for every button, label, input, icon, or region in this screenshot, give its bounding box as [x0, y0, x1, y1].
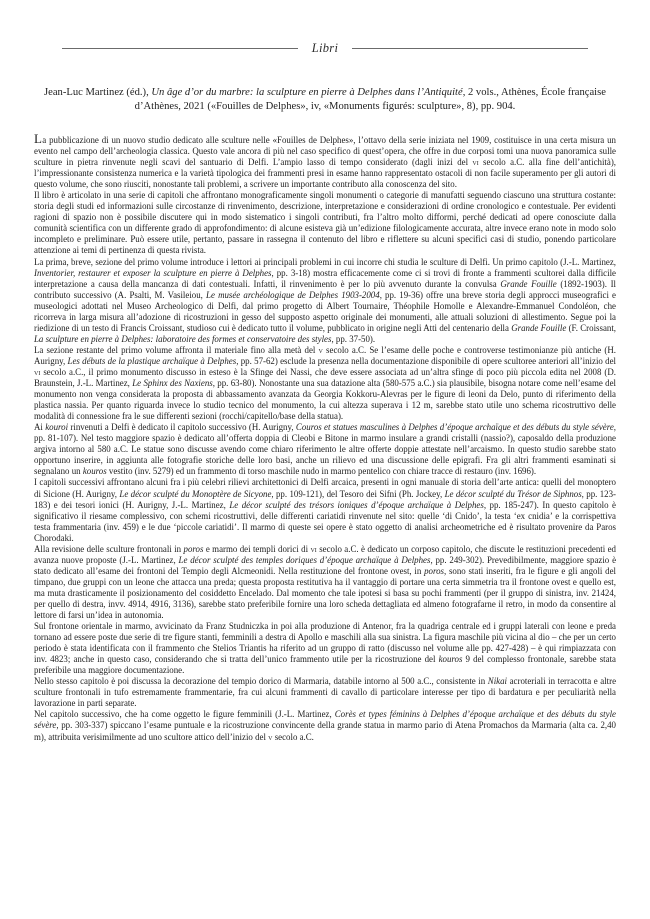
text-run: La prima, breve, sezione del primo volume introduce i lettori ai principali problemi in cui incorre chi studia le sculture di Delfi. Un primo capitolo (J.-L. Martinez, [34, 256, 616, 267]
header-rule-right [352, 48, 588, 49]
paragraph [34, 477, 616, 543]
paragraph [34, 676, 616, 709]
italic-text: Les débuts de la plastique archaïque à Delphes [67, 355, 237, 366]
text-run: secolo a.C. è dedicato un corposo capitolo, che discute le restituzioni precedenti ed avanza nuove proposte (J.-L. Martinez, [34, 543, 616, 565]
text-run: vestito (inv. 5279) ed un frammento di torso maschile nudo in marmo pentelico con chiare tracce di restauro (inv. 1696). [106, 466, 537, 477]
text-run: vi [34, 366, 41, 377]
text-run: La sezione restante del primo volume affronta il materiale fino alla metà del [34, 344, 319, 355]
text-run: , pp. 19-36) offre una breve storia degli approcci museografici e museologici adottati nel Museo Archeologico di Delfi, dal primo progetto di Albert Tournaire, Théophile Homolle e Alexandre-Emmanuel Condoléon, che ricorreva in larga misura all’adozione di ricostruzioni in gesso del supposto aspetto originale dei monumenti, alle attuali soluzioni di allestimento. Segue poi la riedizione di un testo di Francis Croissant, studioso cui è dedicato tutto il volume, pubblicato in origine negli Atti del centenario della [34, 289, 616, 333]
citation-title: Un âge d’or du marbre: la sculpture en pierre à Delphes dans l’Antiquité [151, 87, 463, 98]
italic-text: Nikai [487, 676, 508, 687]
paragraph [34, 621, 616, 676]
italic-text: Inventorier, restaurer et exposer la sculpture en pierre à Delphes [34, 267, 272, 278]
text-run: , pp. 249-302). Prevedibilmente, maggiore spazio è stato dedicato all’esame dei frontoni del Tempio degli Alcmeonidi. Nella restituzione del frontone ovest, in [34, 554, 617, 576]
italic-text: Le musée archéologique de Delphes 1903-2004 [206, 289, 380, 300]
italic-text: Grande Fouille [511, 322, 567, 333]
paragraph [34, 190, 616, 256]
text-run: I capitoli successivi affrontano alcuni fra i più celebri rilievi architettonici di Delfi arcaica, presenti in ogni manuale di storia dell’arte antica: quelli del monoptero di Sicione (H. Aurigny, [34, 477, 616, 499]
paragraph [34, 544, 616, 621]
paragraph [34, 257, 616, 345]
text-run: a pubblicazione di un nuovo studio dedicato alle sculture nelle «Fouilles de Delphes», l’ottavo della serie iniziata nel 1909, costituisce in una certa misura un evento nel campo dell’archeologia classica. Questo vale ancora di più nel caso specifico di quest’opera, che offre in due corposi tomi una nuova panoramica sulle sculture in pietra rinvenute negli scavi del santuario di Delfi. L’ampio lasso di tempo considerato (dagli inizi del [34, 135, 616, 168]
italic-text: poros [424, 565, 444, 576]
text-run: v [268, 731, 273, 742]
section-header [34, 41, 616, 56]
text-run: (1892-1903). Il contributo successivo (A. Psalti, M. Vasileiou, [34, 278, 616, 300]
italic-text: Corès et types féminins à Delphes d’époque archaïque et des débuts du style sévère [34, 709, 616, 731]
text-run: Nel capitolo successivo, che ha come oggetto le figure femminili (J.-L. Martinez, [34, 709, 335, 720]
text-run: , pp. 3-18) mostra efficacemente come ci si trovi di fronte a frammenti scultorei dalla difficile interpretazione a causa della mancanza di dati contestuali. Infatti, il rinvenimento è per lo più avvenuto durante la convulsa [34, 267, 616, 289]
italic-text: kouros [82, 466, 107, 477]
text-run: Alla revisione delle sculture frontonali in [34, 543, 184, 554]
text-run: , pp. 185-247). In questo capitolo è significativo il riesame complessivo, con schemi ricostruttivi, delle differenti cariatidi rinvenute nel sito: quelle ‘di Cnido’, la testa ‘ex cnidia’ e la corrispettiva testa frammentaria (inv. 459) e le due ‘piccole cariatidi’. Il marmo di queste sei opere è stato oggetto di analisi archeometriche ed è risultato provenire da Paros Chorodaki. [34, 499, 616, 543]
text-run: , pp. 81-107). Nel testo maggiore spazio è dedicato all’offerta doppia di Cleobi e Bitone in marmo insulare a grandi cristalli (nassio?), caposaldo della produzione argiva intorno al 580 a.C. Le statue sono discusse avendo come chiaro riferimento le altre offerte doppie attestate nell’arcaismo. In questo studio sarebbe stato opportuno inserire, in aggiunta alle fotografie storiche delle loro basi, anche un rilievo ed una discussione delle epigrafi. Fra gli altri frammenti esaminati si segnalano un [34, 422, 617, 477]
book-citation [34, 86, 616, 114]
text-run: Il libro è articolato in una serie di capitoli che affrontano monograficamente singoli monumenti o categorie di manufatti seguendo ciascuno una struttura costante: storia degli studi ed informazioni sulle circostanze di rinvenimento, descrizione, interpretazione e considerazioni di ordine cronologico e contestuale. Per evidenti ragioni di spazio non è possibile discutere qui in modo sistematico i singoli contributi, fra l’altro molto difformi, perché dedicati ad opere conosciute dalla comunità scientifica con un differente grado di approfondimento: di alcune esisteva già un’edizione filologicamente accurata, altre invece erano note in modo solo incompleto e preliminare. Può essere utile, pertanto, passare in rassegna il contenuto del libro e riflettere su alcuni specifici casi di studio, ponendo particolare attenzione ai temi di pertinenza di questa rivista. [34, 190, 616, 256]
section-title: Libri [311, 41, 339, 55]
text-run: , pp. 303-337) spiccano l’esame puntuale e la ricostruzione convincente della grande statua in marmo pario di Atena Promachos da Marmaria (alta ca. 2,40 m), attribuita verisimilmente ad uno scultore attico dell’inizio del [34, 720, 616, 742]
text-run: , pp. 123-183) e dei tesori ionici (H. Aurigny, J.-L. Martinez, [34, 488, 617, 510]
text-run: vi [310, 543, 317, 554]
text-run: Nello stesso capitolo è poi discussa la decorazione del tempio dorico di Marmaria, databile intorno al 500 a.C., consistente in [34, 676, 488, 687]
italic-text: Le décor sculpté du Monoptère de Sicyone [119, 488, 272, 499]
review-body [34, 131, 617, 743]
italic-text: Le décor sculpté des temples doriques d’époque archaïque à Delphes [178, 554, 431, 565]
italic-text: Le décor sculpté des trésors ioniques d’époque archaïque à Delphes [229, 499, 484, 510]
italic-text: poros [183, 543, 204, 554]
text-run: 9 del complesso frontonale, sarebbe stata preferibile una maggiore documentazione. [34, 654, 616, 676]
text-run: v [318, 344, 323, 355]
italic-text: kouros [438, 654, 463, 665]
initial-letter: L [34, 131, 43, 146]
text-run: secolo a.C., il primo monumento discusso in esteso è la Sfinge dei Nassi, che deve essere associata ad un’altra sfinge di poco più piccola edita nel 2008 (D. Braunstein, J.-L. Martinez, [34, 366, 616, 389]
text-run: rinvenuti a Delfi è dedicato il capitolo successivo (H. Aurigny, [68, 422, 296, 433]
text-run: secolo a.C. [272, 731, 314, 742]
text-run: Ai [34, 422, 46, 433]
text-run: acroteriali in terracotta e altre sculture frontonali in tufo estremamente frammentarie, fra cui alcuni frammenti di cavallo di particolare interesse per tipo di bardatura e per peculiarità nella lavorazione in parti separate. [34, 676, 617, 709]
italic-text: Couros et statues masculines à Delphes d’époque archaïque et des débuts du style sévère [295, 422, 614, 433]
citation-author: Jean-Luc Martinez (éd.), [44, 87, 152, 98]
text-run: , pp. 37-50). [331, 333, 376, 344]
text-run: secolo a.C. Se l’esame delle poche e controverse testimonianze più antiche (H. Aurigny, [34, 344, 616, 366]
paragraph [34, 345, 616, 422]
paragraph [34, 709, 616, 742]
text-run: , pp. 109-121), del Tesoro dei Sifni (Ph. Jockey, [271, 488, 445, 499]
paragraph [34, 422, 616, 477]
italic-text: Le décor sculpté du Trésor de Siphnos [444, 488, 582, 499]
italic-text: Le Sphinx des Naxiens [132, 378, 213, 389]
text-run: Sul frontone orientale in marmo, avvicinato da Franz Studniczka in poi alla produzione di Antenor, fra la quadriga centrale ed i gruppi laterali con leone e preda tornano ad essere poste due serie di tre figure stanti, femminili a destra di Apollo e maschili alla sua sinistra. La figura maschile più vicina al dio – che per un certo periodo è stata identificata con il frammento che Stelios Triantis ha riferito ad un gruppo di ratto (discusso nel volume alle pp. 427-428) – è qui rimpiazzata con inv. 4823; anche in questo caso, considerando che si tratta dell’unico frammento utile per la ricostruzione del [34, 621, 616, 665]
text-run: , pp. 57-62) esclude la presenza nella documentazione disponibile di opere scultoree anteriori all’inizio del [236, 355, 616, 366]
text-run: (F. Croissant, [566, 322, 617, 333]
text-run: e marmo dei templi dorici di [203, 543, 311, 554]
italic-text: kouroi [45, 422, 69, 433]
text-run: vi [472, 157, 479, 168]
paragraph [34, 131, 616, 190]
citation-details: , 2 vols., Athènes, École française d’Athènes, 2021 («Fouilles de Delphes», iv, «Monuments figurés: sculpture», 8), pp. 904. [134, 87, 606, 112]
text-run: , pp. 63-80). Nonostante una sua datazione alta (580-575 a.C.) sia plausibile, bisogna notare come nell’esame del monumento non venga considerata la proposta di abbassamento avanzata da Georgia Kokkoru-Alevras per le figure di leoni da Delo, punto di riferimento della plastica nassia. Per quanto riguarda invece lo studio tecnico del monumento, la cui altezza superava i 12 m, sarebbe stato utile uno schema ricostruttivo delle modalità di connessione fra le sue differenti sezioni (rocchi/capitello/base della statua). [34, 378, 616, 422]
italic-text: Grande Fouille [500, 278, 557, 289]
text-run: , sono stati inseriti, fra le figure e gli angoli del timpano, due gruppi con un leone che attacca una preda; questa proposta restitutiva ha il vantaggio di portare una certa simmetria tra il frontone ovest e quello est, ma muta drasticamente il posizionamento del cosiddetto Encelado. Dal momento che tale ipotesi si basa su pochi frammenti (per il gruppo di sinistra, inv. 21424, per quello di destra, invv. 4914, 4916, 3136), sarebbe stato preferibile fornire una loro scheda dettagliata ed almeno fotografarne il retro, in modo da consentire al lettore di farsi un’idea in autonomia. [34, 565, 616, 621]
italic-text: La sculpture en pierre à Delphes: laboratoire des formes et conservatoire des styles [34, 333, 332, 344]
text-run: secolo a.C. alla fine dell’antichità), l’impressionante consistenza numerica e la varietà tipologica dei frammenti presi in esame hanno rappresentato ostacoli di non facile superamento per gli autori di questo volume, che sono riusciti, nonostante tali problemi, a scrivere un importante contributo alla conoscenza del sito. [34, 157, 616, 190]
header-rule-left [62, 48, 298, 49]
